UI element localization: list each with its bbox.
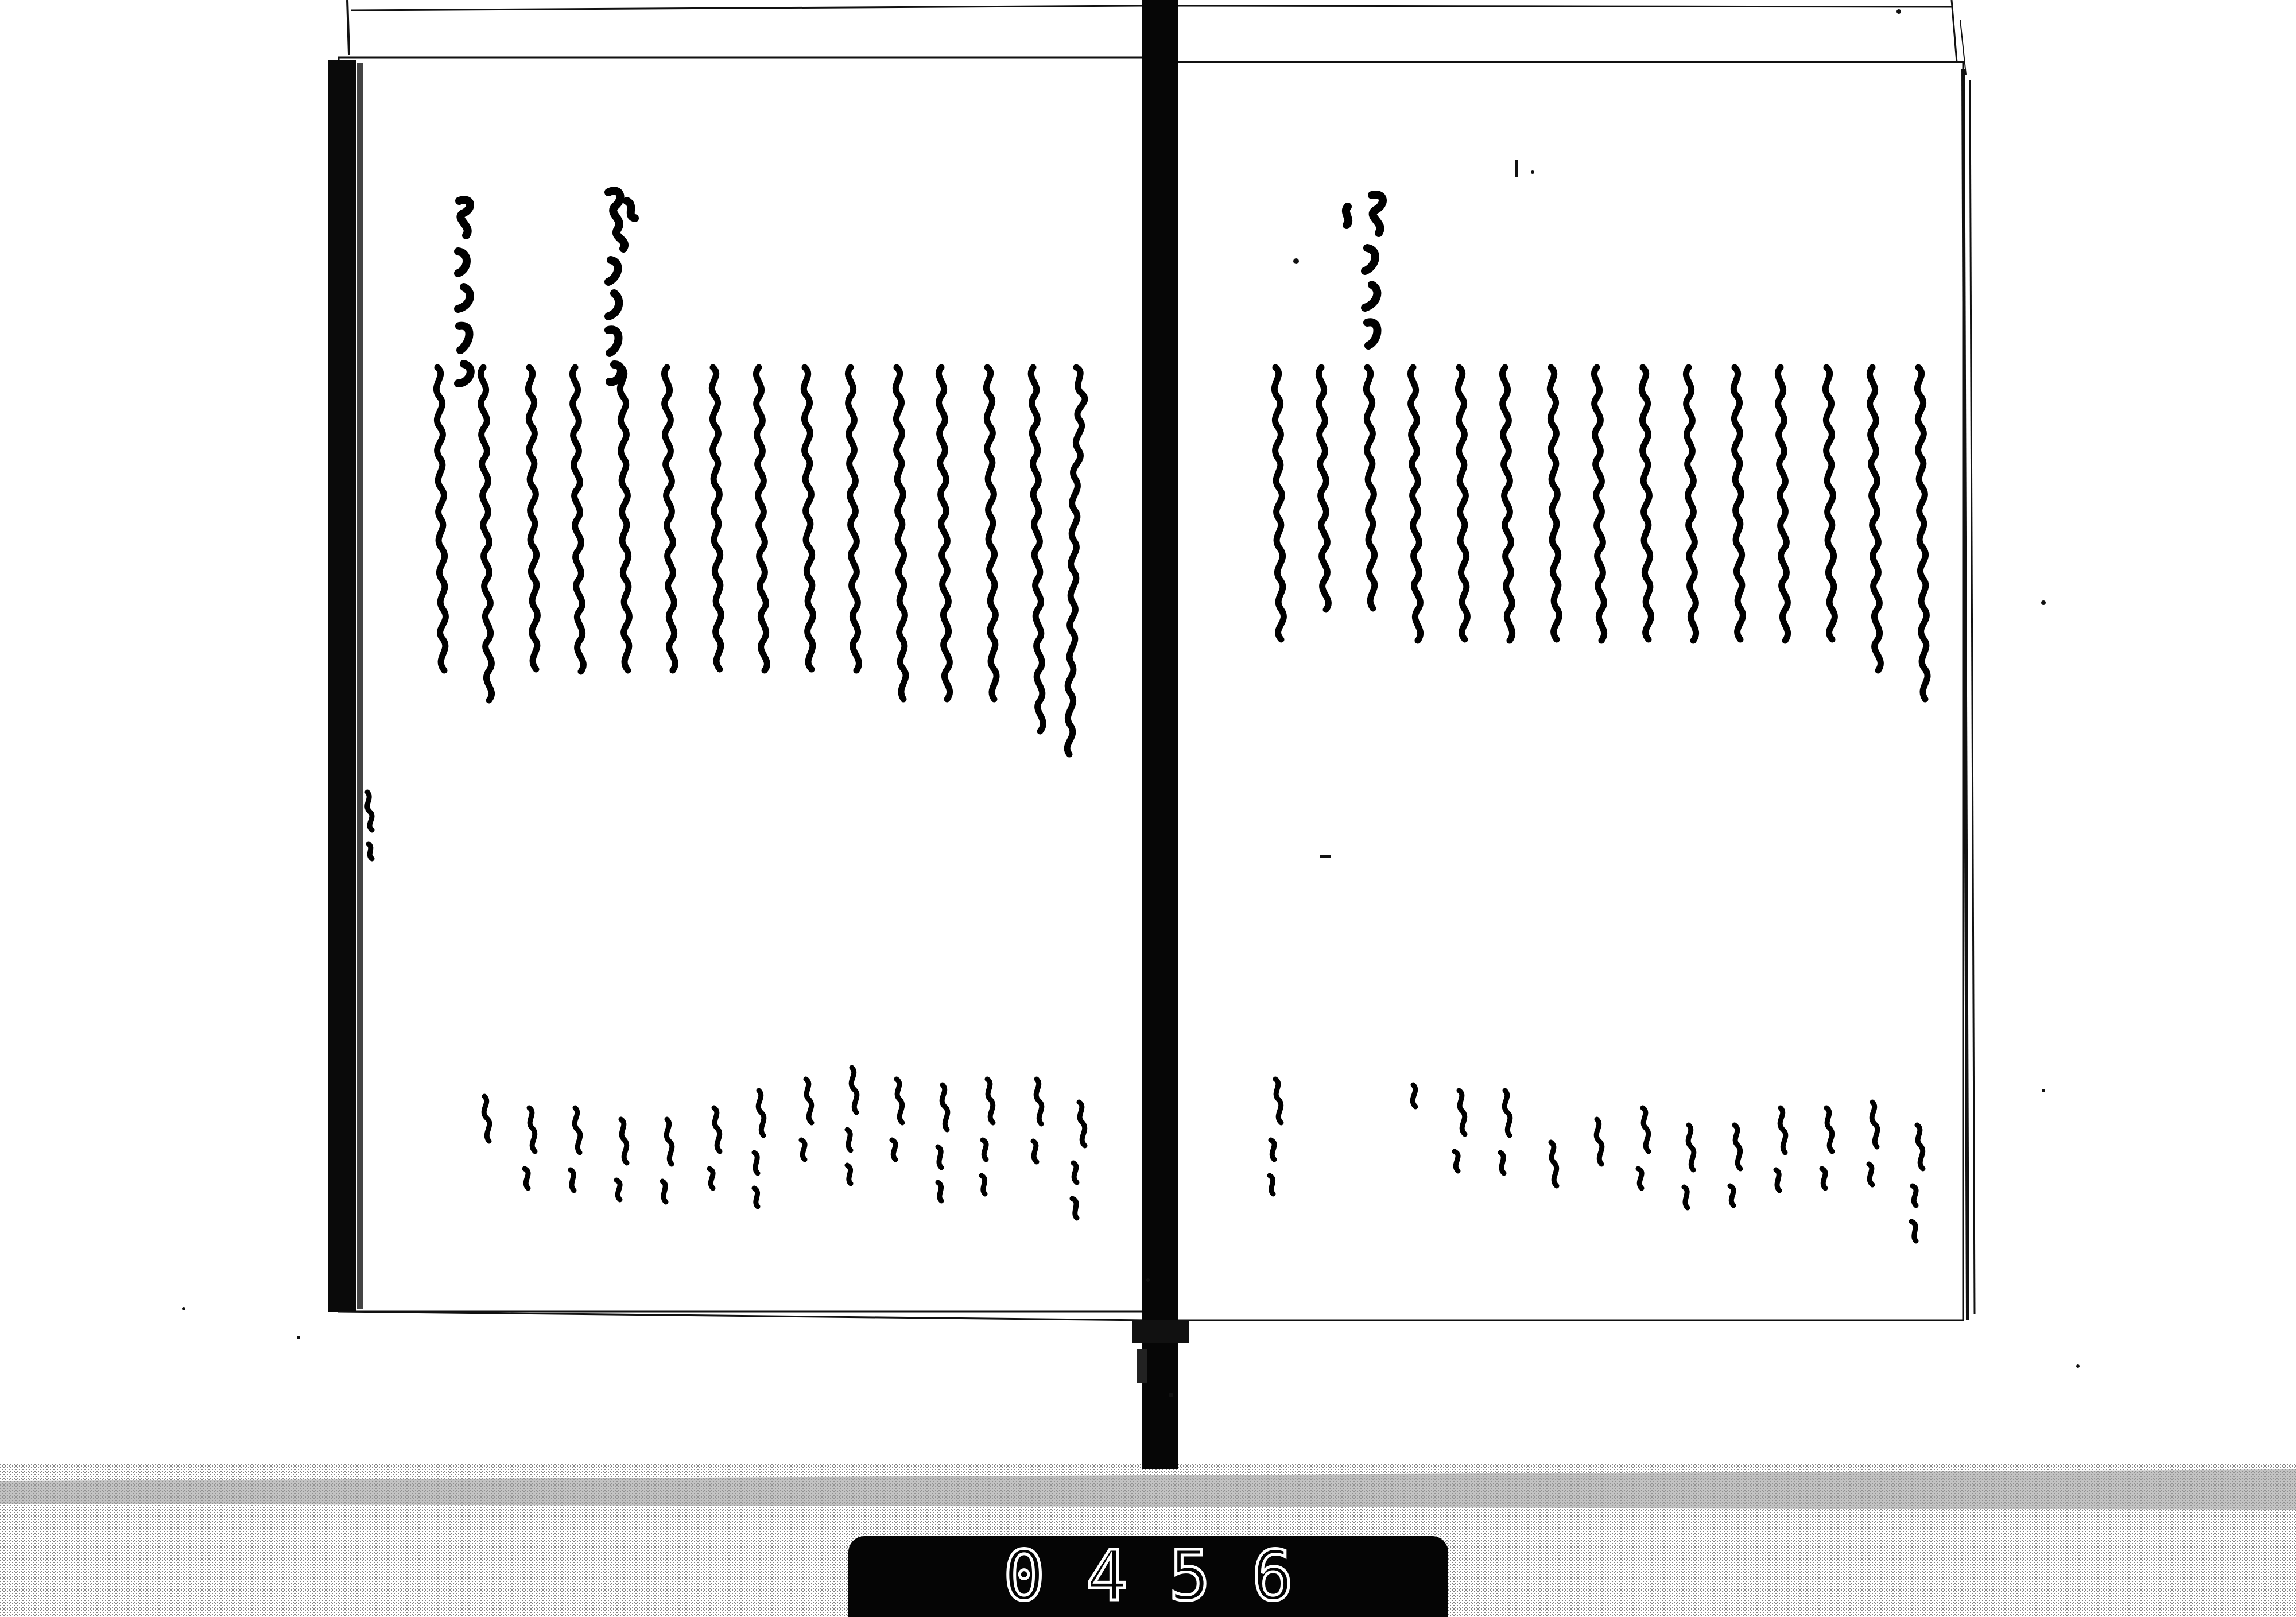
left-page — [328, 57, 1148, 1320]
film-frame-number — [848, 1536, 1448, 1617]
right-page — [1171, 62, 1975, 1320]
frame-number-text: 0456 — [1003, 1537, 1335, 1616]
